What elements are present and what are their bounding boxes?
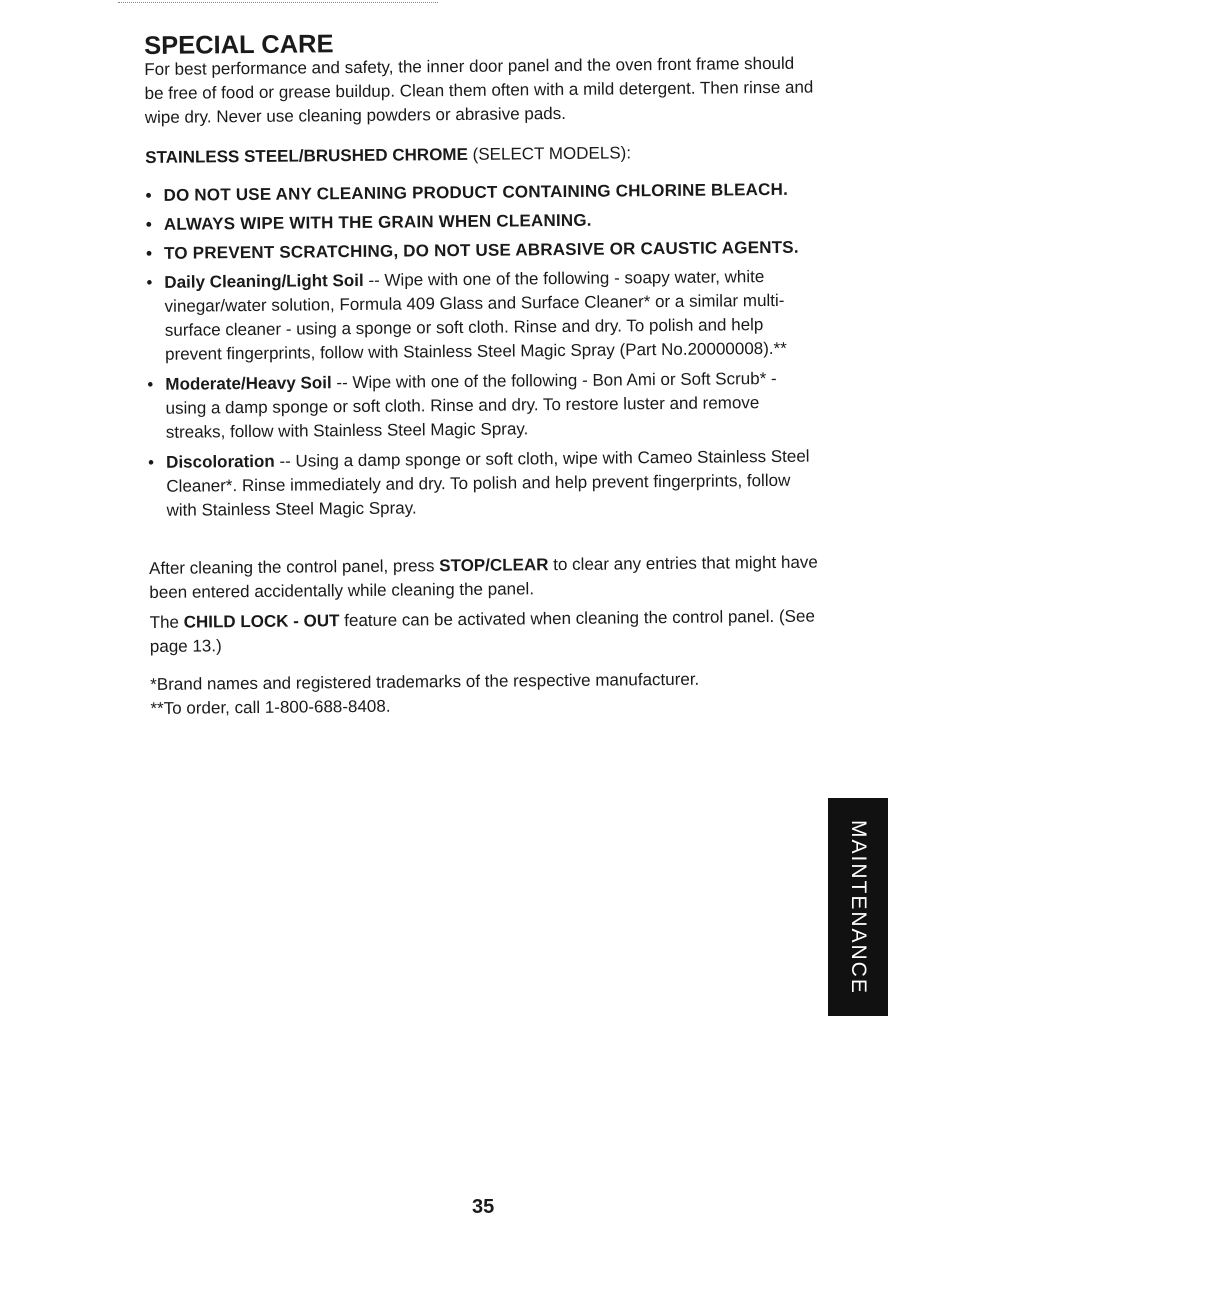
stainless-heading-title: STAINLESS STEEL/BRUSHED CHROME — [145, 144, 468, 167]
maintenance-section-tab — [828, 798, 888, 1016]
cleaning-method-text: -- Wipe with one of the following - Bon Ami or Soft Scrub* - using a damp sponge or soft cloth. Rinse and dry. To restore luster and remove streaks, follow with Stainless Steel Magic Spray. — [165, 368, 777, 442]
child-lock-note — [150, 605, 822, 659]
child-lock-note-text: feature can be activated when cleaning the control panel. (See page 13.) — [149, 606, 815, 656]
control-panel-note-text: to clear any entries that might have been entered accidentally while cleaning the panel. — [149, 552, 818, 602]
cleaning-method-label: Discoloration — [166, 451, 275, 472]
stainless-heading — [145, 140, 817, 170]
maintenance-tab-label: MAINTENANCE — [847, 819, 870, 995]
warning-item: • TO PREVENT SCRATCHING, DO NOT USE ABRASIVE OR CAUSTIC AGENTS. — [146, 236, 818, 266]
page-number: 35 — [472, 1196, 495, 1218]
warning-item: • ALWAYS WIPE WITH THE GRAIN WHEN CLEANING. — [146, 207, 818, 237]
trademark-footnote: *Brand names and registered trademarks of the respective manufacturer. — [150, 669, 700, 694]
cleaning-method-text: -- Using a damp sponge or soft cloth, wipe with Cameo Stainless Steel Cleaner*. Rinse immediately and dry. To polish and help prevent fingerprints, follow with Stainless Steel Magic Spray. — [166, 446, 810, 520]
scan-edge-marks — [118, 2, 438, 9]
warning-item: • DO NOT USE ANY CLEANING PRODUCT CONTAINING CHLORINE BLEACH. — [145, 178, 817, 208]
special-care-heading: SPECIAL CARE — [143, 30, 334, 60]
warning-list — [145, 178, 818, 266]
control-panel-note-text: After cleaning the control panel, press — [149, 556, 440, 578]
footnotes — [150, 667, 822, 721]
stainless-heading-suffix: (SELECT MODELS): — [467, 143, 632, 164]
stop-clear-label: STOP/CLEAR — [439, 555, 549, 576]
cleaning-methods-list — [146, 265, 820, 523]
cleaning-method-item — [148, 445, 821, 523]
cleaning-method-item — [147, 367, 820, 445]
cleaning-method-label: Daily Cleaning/Light Soil — [164, 270, 364, 292]
special-care-body: For best performance and safety, the inner door panel and the oven front frame should be free of food or grease buildup. Clean them often with a mild detergent. Then rinse and wipe dry. Never use cleaning powders or abrasive pads. — [144, 53, 814, 127]
cleaning-method-text: -- Wipe with one of the following - soapy water, white vinegar/water solution, Formula 409 Glass and Surface Cleaner* or a similar multi-surface cleaner - using a sponge or soft cloth. Rinse and dry. To polish and help prevent fingerprints, follow with Stainless Steel Magic Spray (Part No.20000008).** — [164, 267, 787, 364]
page-content — [144, 28, 823, 721]
control-panel-note — [149, 551, 821, 605]
order-footnote: **To order, call 1-800-688-8408. — [150, 696, 391, 718]
child-lock-label: CHILD LOCK - OUT — [183, 611, 340, 632]
cleaning-method-item — [146, 265, 819, 367]
child-lock-note-text: The — [149, 612, 184, 632]
cleaning-method-label: Moderate/Heavy Soil — [165, 373, 332, 394]
